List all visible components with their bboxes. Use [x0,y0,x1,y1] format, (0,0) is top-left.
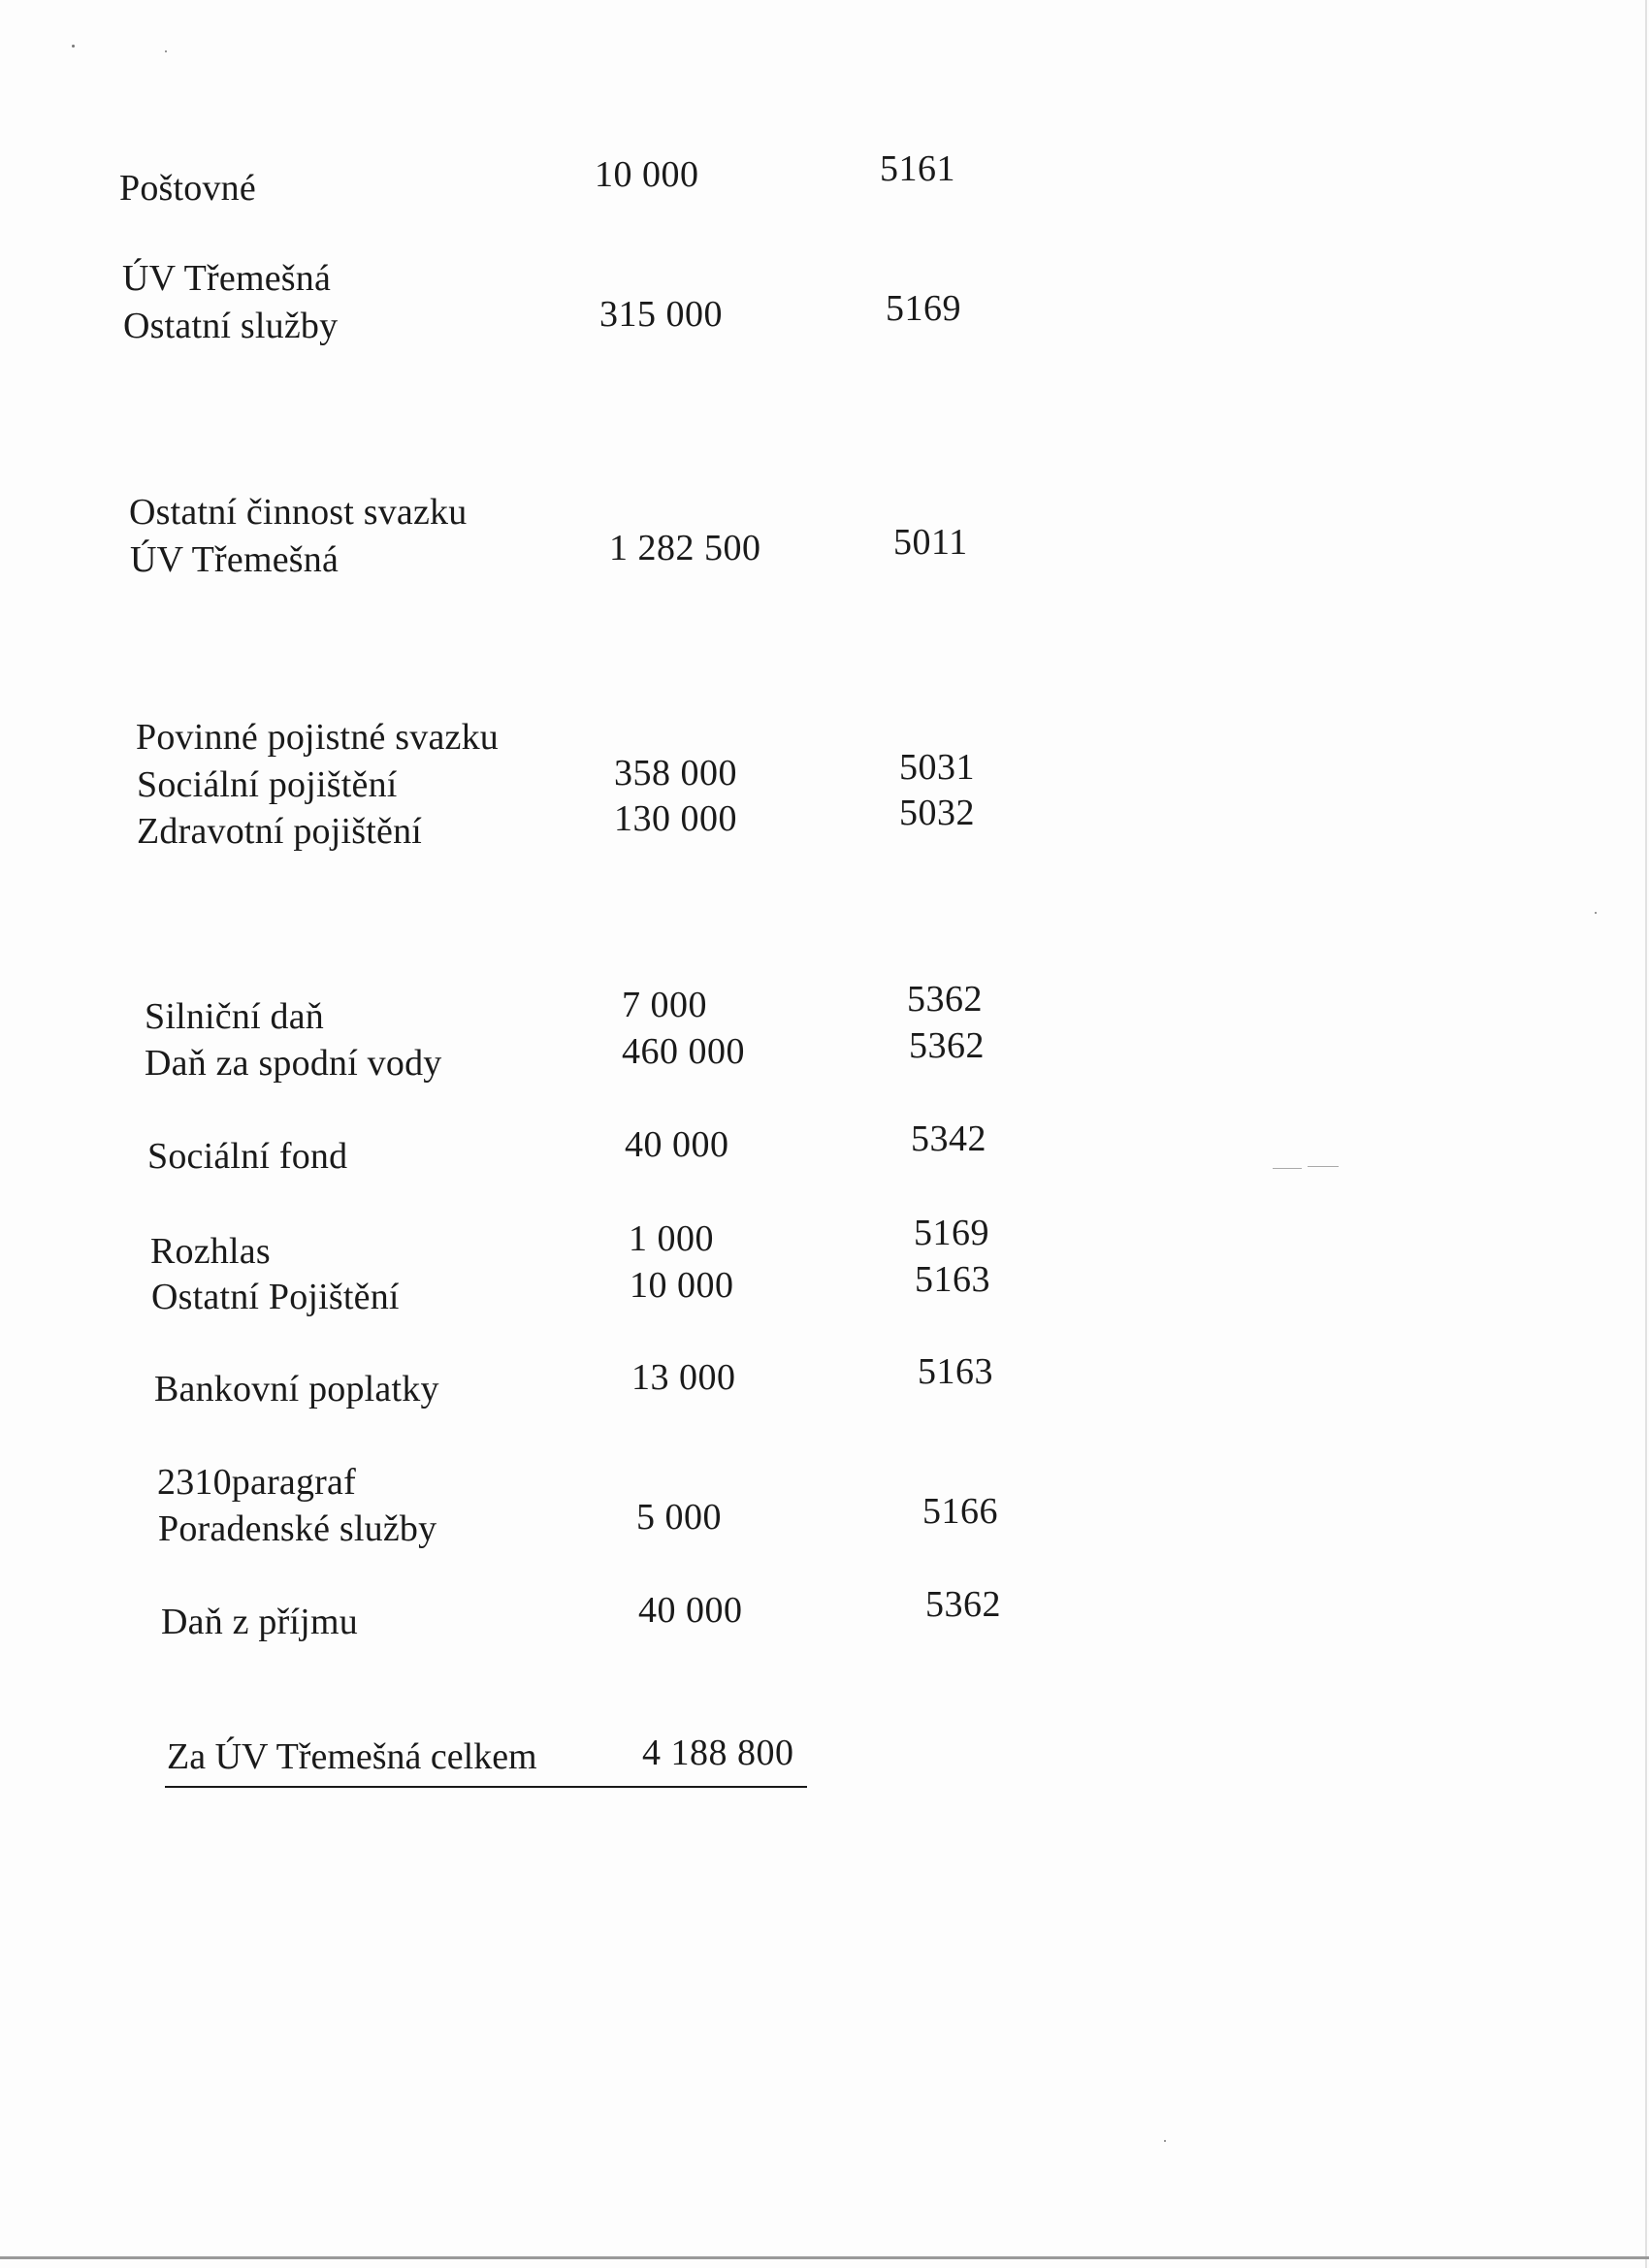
row-code-ostatni-sluzby: 5169 [886,288,961,329]
row-label-rozhlas: Rozhlas [150,1231,271,1272]
row-label-zdravotni-pojisteni: Zdravotní pojištění [137,811,423,852]
row-amount-dan-za-spodni-vody: 460 000 [622,1031,745,1072]
row-code-uv-tremesna: 5011 [893,522,968,563]
scan-edge-right [1645,0,1647,2268]
row-amount-rozhlas: 1 000 [629,1218,714,1259]
row-code-postovne: 5161 [880,148,955,189]
row-label-ostatni-cinnost-svazku: Ostatní činnost svazku [129,492,468,533]
row-amount-ostatni-pojisteni: 10 000 [630,1265,734,1306]
row-amount-dan-z-prijmu: 40 000 [638,1590,743,1631]
scan-speck [72,45,75,48]
total-label: Za ÚV Třemešná celkem [167,1736,537,1777]
row-label-bankovni-poplatky: Bankovní poplatky [154,1369,439,1409]
total-amount: 4 188 800 [642,1733,794,1773]
row-label-socialni-fond: Sociální fond [147,1136,348,1177]
row-amount-socialni-pojisteni: 358 000 [614,753,737,794]
row-code-socialni-fond: 5342 [911,1118,986,1159]
row-label-socialni-pojisteni: Sociální pojištění [137,764,398,805]
row-amount-socialni-fond: 40 000 [625,1124,729,1165]
row-label-ostatni-pojisteni: Ostatní Pojištění [151,1277,400,1317]
total-row [165,1732,807,1788]
scan-edge-bottom [0,2256,1649,2259]
row-label-dan-za-spodni-vody: Daň za spodní vody [145,1043,442,1084]
row-code-zdravotni-pojisteni: 5032 [899,793,975,833]
row-code-silnicni-dan: 5362 [907,979,983,1020]
row-label-povinne-pojistne-svazku: Povinné pojistné svazku [136,717,500,758]
scan-speck [1164,2140,1166,2142]
row-amount-zdravotni-pojisteni: 130 000 [614,798,737,839]
row-amount-bankovni-poplatky: 13 000 [631,1357,736,1398]
row-amount-postovne: 10 000 [595,154,699,195]
row-label-postovne: Poštovné [119,168,256,209]
row-code-poradenske-sluzby: 5166 [922,1491,998,1532]
row-amount-silnicni-dan: 7 000 [622,985,707,1025]
row-label-dan-z-prijmu: Daň z příjmu [161,1602,358,1642]
scan-speck [1595,912,1597,914]
row-code-rozhlas: 5169 [914,1213,989,1253]
row-code-socialni-pojisteni: 5031 [899,747,975,788]
row-code-bankovni-poplatky: 5163 [918,1351,993,1392]
row-amount-uv-tremesna: 1 282 500 [609,528,761,568]
row-label-uv-tremesna-heading: ÚV Třemešná [122,258,332,299]
row-code-dan-z-prijmu: 5362 [925,1584,1001,1625]
row-amount-ostatni-sluzby: 315 000 [599,294,723,335]
row-code-dan-za-spodni-vody: 5362 [909,1025,985,1066]
row-amount-poradenske-sluzby: 5 000 [636,1497,722,1538]
row-label-poradenske-sluzby: Poradenské služby [158,1508,437,1549]
row-label-uv-tremesna: ÚV Třemešná [130,539,340,580]
row-label-silnicni-dan: Silniční daň [145,996,324,1037]
scan-speck [1308,1166,1339,1167]
row-code-ostatni-pojisteni: 5163 [915,1259,990,1300]
row-label-ostatni-sluzby: Ostatní služby [123,306,339,346]
scan-speck [1273,1168,1302,1169]
scan-speck [165,50,167,52]
row-label-paragraf: 2310paragraf [157,1462,356,1503]
